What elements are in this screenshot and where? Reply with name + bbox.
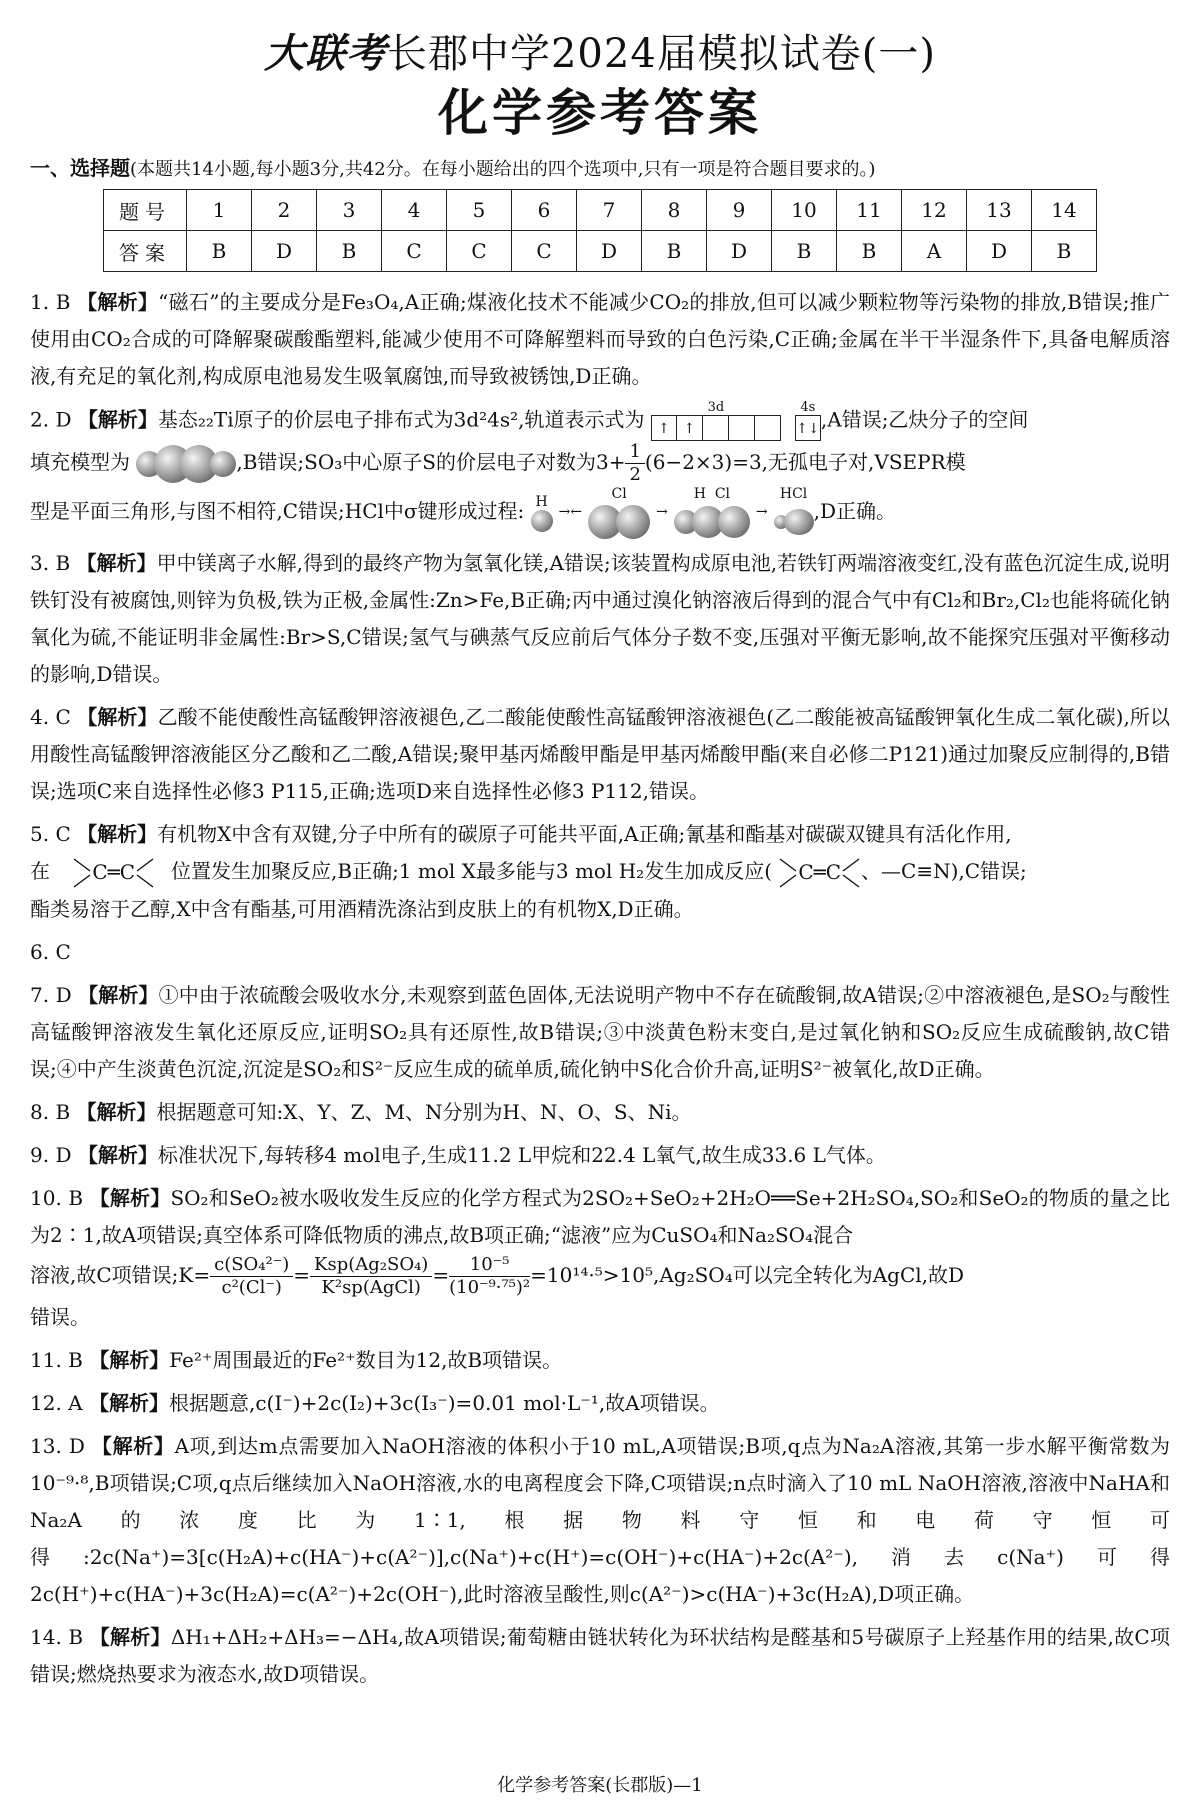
item-text: “磁石”的主要成分是Fe₃O₄,A正确;煤液化技术不能减少CO₂的排放,但可以减少颗粒物等污染物的排放,B错误;推广使用由CO₂合成的可降解聚碳酸酯塑料,能减少使用不可降解塑料而导致的白色污染,C正确;金属在半干半湿条件下,具备电解质溶液,有充足的氧化剂,构成原电池易发生吸氧腐蚀,而导致被锈蚀,D正确。: [30, 290, 1171, 388]
acetylene-space-filling-model: [136, 445, 236, 483]
table-cell: 13: [967, 190, 1032, 231]
equals-sign: =: [293, 1263, 311, 1287]
cc-double-bond-structure: [778, 854, 861, 891]
fraction-numerator: 10⁻⁵: [449, 1254, 530, 1277]
table-cell: 11: [837, 190, 902, 231]
orbital-box: [755, 415, 781, 441]
orbital-box: [703, 415, 729, 441]
item-text: ①中由于浓硫酸会吸收水分,未观察到蓝色固体,无法说明产物中不存在硫酸铜,故A错误;②中溶液褪色,是SO₂与酸性高锰酸钾溶液发生氧化还原反应,证明SO₂具有还原性,故B错误;③中淡黄色粉末变白,是过氧化钠和SO₂反应生成硫酸钠,故C错误;④中产生淡黄色沉淀,沉淀是SO₂和S²⁻反应生成的硫单质,硫化钠中S化合价升高,证明S²⁻被氧化,故D正确。: [30, 983, 1171, 1081]
h-atom-ball: [210, 451, 236, 477]
item-number: 10. B: [30, 1186, 84, 1210]
orbital-box: ↑: [677, 415, 703, 441]
answer-table: [103, 189, 1097, 272]
arrow-icon: →: [656, 504, 668, 520]
item-number: 1. B: [30, 290, 71, 314]
item-text: 在: [30, 859, 50, 883]
arrow-icon: →: [755, 504, 768, 520]
hcl-molecule: [774, 486, 814, 539]
table-cell: 10: [772, 190, 837, 231]
h-cl-overlap: [674, 486, 750, 539]
analysis-tag: 【解析】: [77, 407, 158, 432]
section-heading-note: (本题共14小题,每小题3分,共42分。在每小题给出的四个选项中,只有一项是符合题目要求的。): [130, 159, 876, 180]
orbital-3d: [651, 401, 781, 441]
analysis-tag: 【解析】: [77, 1143, 158, 1167]
item-text: 位置发生加聚反应,B正确;1 mol X最多能与3 mol H₂发生加成反应(: [171, 859, 772, 883]
answer-item-7: [30, 977, 1170, 1088]
analysis-tag: 【解析】: [77, 822, 158, 846]
item-number: 12. A: [30, 1391, 83, 1415]
fraction-numerator: Ksp(Ag₂SO₄): [310, 1254, 432, 1277]
item-text: =10¹⁴·⁵>10⁵,Ag₂SO₄可以完全转化为AgCl,故D: [530, 1263, 965, 1287]
item-number: 6. C: [30, 940, 71, 964]
table-cell: B: [837, 231, 902, 272]
table-cell: 6: [512, 190, 577, 231]
table-cell: B: [772, 231, 837, 272]
overlap-orbital: [674, 502, 750, 539]
item-number: 3. B: [30, 551, 71, 575]
item-text: 有机物X中含有双键,分子中所有的碳原子可能共平面,A正确;氰基和酯基对碳碳双键具有活化作用,: [157, 822, 1012, 846]
arrow-icon: →←: [558, 504, 583, 520]
analysis-tag: 【解析】: [89, 1186, 171, 1210]
item-number: 7. D: [30, 983, 72, 1007]
cl-orbital: [588, 486, 650, 539]
fraction-denominator: (10⁻⁹·⁷⁵)²: [449, 1277, 531, 1298]
item-text: 甲中镁离子水解,得到的最终产物为氢氧化镁,A错误;该装置构成原电池,若铁钉两端溶液变红,没有蓝色沉淀生成,说明铁钉没有被腐蚀,则锌为负极,铁为正极,金属性:Zn>Fe,B正确;丙中通过溴化钠溶液后得到的混合气中有Cl₂和Br₂,Cl₂也能将硫化钠氧化为硫,不能证明非金属性:Br>S,C错误;氢气与碘蒸气反应前后气体分子数不变,压强对平衡无影响,故不能探究压强对平衡移动的影响,D错误。: [30, 551, 1171, 686]
cl-label: Cl: [611, 486, 627, 502]
table-cell: 7: [577, 190, 642, 231]
item-text: A项,到达m点需要加入NaOH溶液的体积小于10 mL,A项错误;B项,q点为Na₂A溶液,其第一步水解平衡常数为10⁻⁹·⁸,B项错误;C项,q点后继续加入NaOH溶液,水的电离程度会下降,C项错误;n点时滴入了10 mL NaOH溶液,溶液中NaHA和Na₂A的浓度比为1∶1,根据物料守恒和电荷守恒可得:2c(Na⁺)=3[c(H₂A)+c(HA⁻)+c(A²⁻)],c(Na⁺)+c(H⁺)=c(OH⁻)+c(HA⁻)+2c(A²⁻),消去c(Na⁺)可得2c(H⁺)+c(HA⁻)+3c(H₂A)=c(A²⁻)+2c(OH⁻),此时溶液呈酸性,则c(A²⁻)>c(HA⁻)+3c(H₂A),D项正确。: [30, 1434, 1171, 1606]
item-number: 14. B: [30, 1625, 84, 1649]
fraction: [625, 441, 644, 486]
fraction: [449, 1254, 530, 1299]
h-orbital-ball: [531, 510, 553, 532]
answer-table-answer-row: [104, 231, 1097, 272]
cc-bond-text: C═C: [92, 860, 136, 884]
item-text: 酯类易溶于乙醇,X中含有酯基,可用酒精洗涤沾到皮肤上的有机物X,D正确。: [30, 897, 694, 921]
item-text: 标准状况下,每转移4 mol电子,生成11.2 L甲烷和22.4 L氧气,故生成33.6 L气体。: [157, 1143, 886, 1167]
answer-item-6: [30, 934, 1170, 971]
fraction-denominator: c²(Cl⁻): [221, 1277, 282, 1298]
analysis-tag: 【解析】: [76, 1100, 157, 1124]
answer-item-14: [30, 1619, 1170, 1693]
item-text: Fe²⁺周围最近的Fe²⁺数目为12,故B项错误。: [169, 1348, 563, 1372]
table-cell: B: [317, 231, 382, 272]
answer-item-11: [30, 1342, 1170, 1379]
table-cell: D: [967, 231, 1032, 272]
item-number: 13. D: [30, 1434, 85, 1458]
answer-table-number-row: [104, 190, 1097, 231]
fraction: [210, 1254, 293, 1299]
item-text: ,A错误;乙炔分子的空间: [820, 407, 1029, 432]
table-cell: 8: [642, 190, 707, 231]
table-cell: B: [642, 231, 707, 272]
table-cell: D: [707, 231, 772, 272]
orbital-4s-label: 4s: [800, 400, 816, 415]
analysis-tag: 【解析】: [88, 1391, 169, 1415]
analysis-tag: 【解析】: [77, 290, 159, 314]
sigma-bond-shape: [774, 502, 814, 539]
h-label: H: [535, 493, 548, 510]
answer-item-4: [30, 699, 1170, 810]
analysis-tag: 【解析】: [77, 705, 158, 729]
answer-item-9: [30, 1137, 1170, 1174]
exam-brand: 大联考: [263, 30, 387, 77]
item-text: 根据题意,c(I⁻)+2c(I₂)+3c(I₃⁻)=0.01 mol·L⁻¹,故A项错误。: [168, 1391, 720, 1415]
lobe: [784, 509, 814, 535]
h-cl-label: H Cl: [693, 486, 731, 502]
lobe: [718, 506, 750, 538]
item-text: 、—C≡N),C错误;: [861, 859, 1027, 883]
answer-item-13: [30, 1428, 1170, 1613]
lobe: [616, 505, 650, 539]
answer-table-row-label: 答案: [104, 231, 187, 272]
table-cell: B: [187, 231, 252, 272]
answer-item-12: [30, 1385, 1170, 1422]
h-orbital: [531, 494, 553, 532]
item-text: ,B错误;SO₃中心原子S的价层电子对数为3+: [236, 450, 626, 474]
item-text: SO₂和SeO₂被水吸收发生反应的化学方程式为2SO₂+SeO₂+2H₂O══Se+2H₂SO₄,SO₂和SeO₂的物质的量之比为2∶1,故A项错误;真空体系可降低物质的沸点,故B项正确;“滤液”应为CuSO₄和Na₂SO₄混合: [30, 1186, 1170, 1247]
item-number: 11. B: [30, 1348, 83, 1372]
item-text: 溶液,故C项错误;K=: [30, 1263, 211, 1287]
item-text: 乙酸不能使酸性高锰酸钾溶液褪色,乙二酸能使酸性高锰酸钾溶液褪色(乙二酸能被高锰酸钾氧化生成二氧化碳),所以用酸性高锰酸钾溶液能区分乙酸和乙二酸,A错误;聚甲基丙烯酸甲酯是甲基丙烯酸甲酯(来自必修二P121)通过加聚反应制得的,B错误;选项C来自选择性必修3 P115,正确;选项D来自选择性必修3 P112,错误。: [30, 705, 1170, 803]
page-footer: 化学参考答案(长郡版)—1: [497, 1775, 703, 1796]
table-cell: C: [447, 231, 512, 272]
page-title: 化学参考答案: [438, 83, 762, 142]
hcl-sigma-bond-diagram: [531, 486, 814, 539]
fraction: [310, 1254, 432, 1299]
table-cell: 3: [317, 190, 382, 231]
answer-item-10: [30, 1180, 1170, 1336]
analysis-tag: 【解析】: [89, 1348, 170, 1372]
answer-table-row-label: 题号: [104, 190, 187, 231]
analysis-tag: 【解析】: [76, 551, 157, 575]
cc-double-bond-structure: [72, 854, 155, 891]
bond-lines-left: [72, 856, 92, 890]
section-heading-label: 一、选择题: [30, 156, 130, 180]
item-text: (6−2×3)=3,无孤电子对,VSEPR模: [644, 450, 966, 474]
cc-bond-text: C═C: [798, 860, 842, 884]
table-cell: A: [902, 231, 967, 272]
fraction-numerator: c(SO₄²⁻): [210, 1254, 293, 1277]
table-cell: D: [252, 231, 317, 272]
table-cell: 9: [707, 190, 772, 231]
table-cell: 4: [382, 190, 447, 231]
orbital-3d-label: 3d: [707, 400, 725, 415]
item-text: 型是平面三角形,与图不相符,C错误;HCl中σ键形成过程:: [30, 499, 525, 523]
orbital-box: ↑↓: [795, 415, 821, 441]
table-cell: 5: [447, 190, 512, 231]
analysis-tag: 【解析】: [78, 983, 159, 1007]
item-number: 9. D: [30, 1143, 72, 1167]
table-cell: 1: [187, 190, 252, 231]
item-text: ΔH₁+ΔH₂+ΔH₃=−ΔH₄,故A项错误;葡萄糖由链状转化为环状结构是醛基和5号碳原子上羟基作用的结果,故C项错误;燃烧热要求为液态水,故D项错误。: [30, 1625, 1170, 1686]
equals-sign: =: [432, 1263, 450, 1287]
item-number: 2. D: [30, 407, 72, 432]
fraction-denominator: 2: [629, 464, 641, 485]
item-number: 4. C: [30, 705, 71, 729]
item-text: ,D正确。: [813, 499, 896, 523]
cl-p-orbital: [588, 502, 650, 539]
table-cell: B: [1032, 231, 1097, 272]
item-text: 基态₂₂Ti原子的价层电子排布式为3d²4s²,轨道表示式为: [157, 407, 645, 432]
item-text: 填充模型为: [30, 450, 130, 474]
fraction-numerator: 1: [625, 441, 644, 464]
bond-lines-right: [841, 856, 861, 890]
bond-lines-right: [135, 856, 155, 890]
table-cell: 14: [1032, 190, 1097, 231]
exam-title: [30, 28, 1170, 80]
orbital-boxes-3d: [651, 415, 781, 441]
answer-item-3: [30, 545, 1170, 693]
orbital-box: [729, 415, 755, 441]
table-cell: C: [512, 231, 577, 272]
orbital-box: ↑: [651, 415, 677, 441]
item-text: 错误。: [30, 1305, 90, 1329]
orbital-diagram: [651, 401, 821, 441]
table-cell: 12: [902, 190, 967, 231]
item-text: 根据题意可知:X、Y、Z、M、N分别为H、N、O、S、Ni。: [156, 1100, 692, 1124]
bond-lines-left: [778, 856, 798, 890]
section-heading: [30, 152, 1170, 181]
analysis-tag: 【解析】: [91, 1434, 175, 1458]
answer-item-8: [30, 1094, 1170, 1131]
table-cell: D: [577, 231, 642, 272]
exam-title-rest: 长郡中学2024届模拟试卷(一): [386, 31, 936, 77]
answer-item-5: [30, 816, 1170, 928]
item-number: 5. C: [30, 822, 71, 846]
answer-item-1: [30, 284, 1170, 395]
answer-item-2: [30, 401, 1170, 539]
fraction-denominator: K²sp(AgCl): [321, 1277, 421, 1298]
table-cell: 2: [252, 190, 317, 231]
orbital-boxes-4s: [795, 415, 821, 441]
hcl-label: HCl: [779, 486, 808, 502]
orbital-4s: [795, 401, 821, 441]
item-number: 8. B: [30, 1100, 71, 1124]
table-cell: C: [382, 231, 447, 272]
analysis-tag: 【解析】: [89, 1625, 171, 1649]
